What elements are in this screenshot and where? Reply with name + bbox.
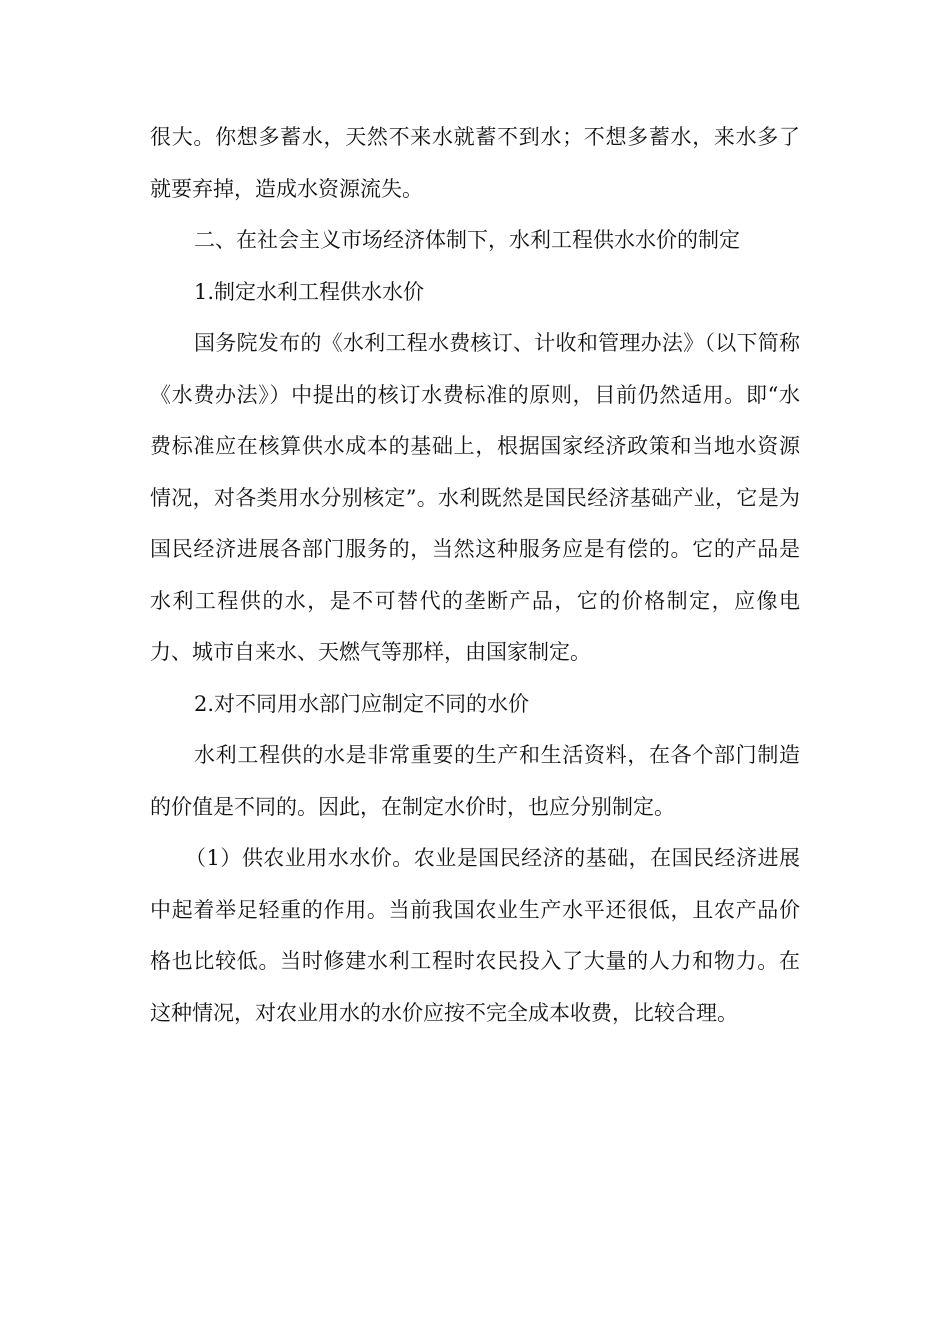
paragraph-agricultural-water-price: （1）供农业用水水价。农业是国民经济的基础，在国民经济进展中起着举足轻重的作用。当前我国农业生产水平还很低，且农产品价格也比较低。当时修建水利工程时农民投入了大量的人力和物力。在这种情况，对农业用水的水价应按不完全成本收费，比较合理。: [150, 846, 800, 1025]
subsection-heading-1: 1.制定水利工程供水水价: [194, 279, 425, 304]
paragraph-continuation: 很大。你想多蓄水，天然不来水就蓄不到水；不想多蓄水，来水多了就要弃掉，造成水资源流失。: [150, 125, 800, 201]
section-heading: 二、在社会主义市场经济体制下，水利工程供水水价的制定: [194, 228, 740, 252]
paragraph-water-value: 水利工程供的水是非常重要的生产和生活资料，在各个部门制造的价值是不同的。因此，在制定水价时，也应分别制定。: [150, 743, 800, 819]
subsection-heading-2: 2.对不同用水部门应制定不同的水价: [194, 691, 530, 716]
paragraph-water-fee-principle: 国务院发布的《水利工程水费核订、计收和管理办法》（以下简称《水费办法》）中提出的核订水费标准的原则，目前仍然适用。即“水费标准应在核算供水成本的基础上，根据国家经济政策和当地水资源情况，对各类用水分别核定”。水利既然是国民经济基础产业，它是为国民经济进展各部门服务的，当然这种服务应是有偿的。它的产品是水利工程供的水，是不可替代的垄断产品，它的价格制定，应像电力、城市自来水、天燃气等那样，由国家制定。: [150, 331, 800, 664]
document-body: [150, 112, 800, 1039]
